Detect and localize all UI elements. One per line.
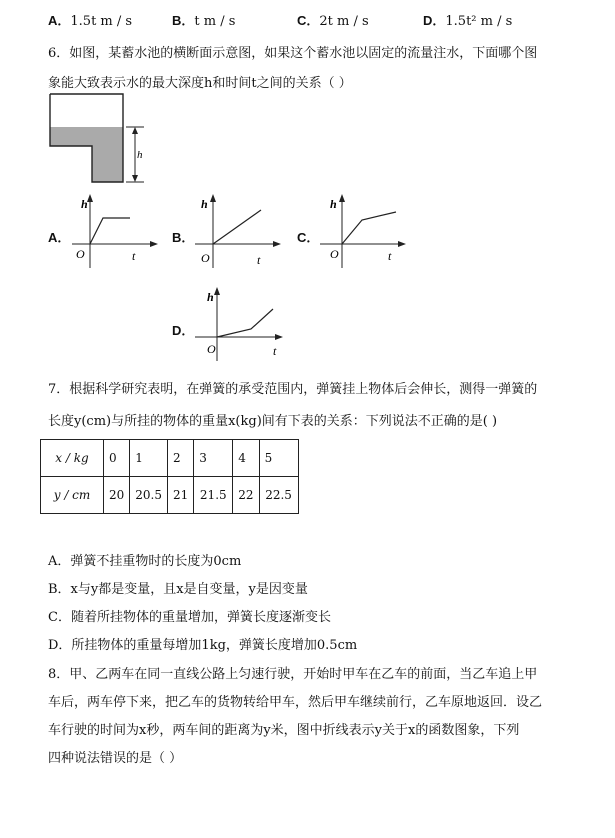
graph-b-curve [213,210,261,244]
q8-line-3: 车行驶的时间为x秒，两车间的距离为y米，图中折线表示y关于x的函数图象，下列 [48,723,520,738]
svg-text:O: O [201,251,210,265]
q5-option-b: B．t m / s [172,13,236,29]
graph-c-curve [342,212,396,244]
q7-line-2: 长度y(cm)与所挂的物体的重量x(kg)间有下表的关系：下列说法不正确的是( ) [48,414,498,429]
pool-diagram [40,90,150,190]
graph-d-curve [217,309,273,337]
q6-line-1: 6．如图，某蓄水池的横断面示意图，如果这个蓄水池以固定的流量注水，下面哪个图 [48,46,538,61]
svg-text:h: h [201,197,208,211]
pool-height-label: h [137,149,143,161]
q6-line-2: 象能大致表示水的最大深度h和时间t之间的关系（ ） [48,76,352,91]
svg-text:h: h [207,290,214,304]
svg-text:h: h [81,197,88,211]
spring-table [40,439,299,514]
table-row: y / cm 20 20.5 21 21.5 22 22.5 [41,477,299,514]
q5-option-c: C．2t m / s [297,13,369,29]
table-row: x / kg 0 1 2 3 4 5 [41,440,299,477]
graph-a-curve [90,218,130,244]
graph-a [70,192,160,272]
q8-line-4: 四种说法错误的是（ ） [48,751,183,766]
q6-option-c-label: C． [297,230,320,245]
q8-line-1: 8．甲、乙两车在同一直线公路上匀速行驶，开始时甲车在乙车的前面，当乙车追上甲 [48,667,538,682]
svg-text:t: t [132,249,136,263]
q8-line-2: 车后，两车停下来，把乙车的货物转给甲车，然后甲车继续前行，乙车原地返回．设乙 [48,695,543,710]
q7-option-c: C．随着所挂物体的重量增加，弹簧长度逐渐变长 [48,610,331,625]
svg-text:O: O [207,342,216,356]
q7-option-a: A．弹簧不挂重物时的长度为0cm [48,554,242,569]
q6-option-d-label: D． [172,323,195,338]
svg-text:O: O [330,247,339,261]
svg-text:t: t [388,249,392,263]
q7-option-d: D．所挂物体的重量每增加1kg，弹簧长度增加0.5cm [48,638,358,653]
q7-option-b: B．x与y都是变量，且x是自变量，y是因变量 [48,582,308,597]
q5-option-a: A．1.5t m / s [48,13,133,29]
graph-c [318,192,408,272]
svg-text:t: t [273,344,277,358]
svg-text:t: t [257,253,261,267]
svg-text:h: h [330,197,337,211]
graph-b [193,192,283,272]
svg-text:O: O [76,247,85,261]
q5-option-d: D．1.5t² m / s [423,13,513,29]
q6-option-b-label: B． [172,230,195,245]
q7-line-1: 7．根据科学研究表明，在弹簧的承受范围内，弹簧挂上物体后会伸长，测得一弹簧的 [48,382,538,397]
graph-d [193,285,288,365]
q6-option-a-label: A． [48,230,71,245]
